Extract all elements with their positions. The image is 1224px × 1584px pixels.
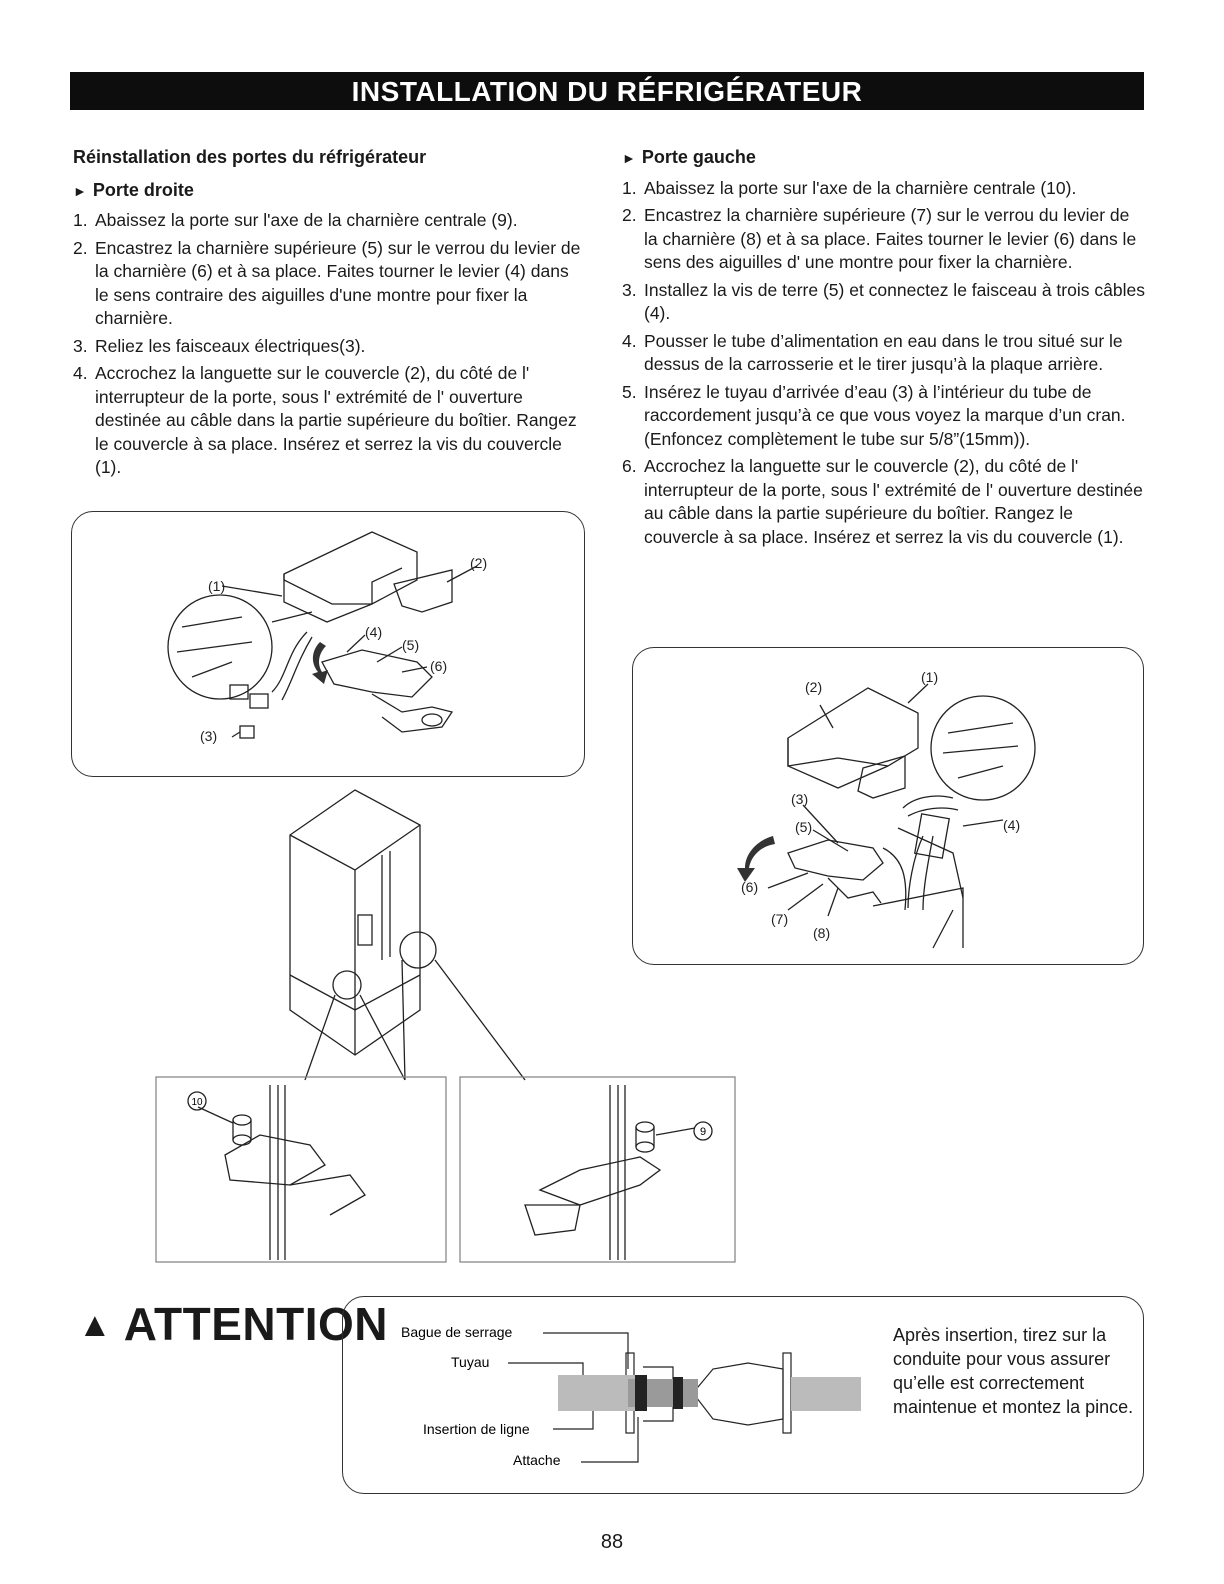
item-number: 3. bbox=[73, 335, 88, 356]
figure-right-door-hinge bbox=[71, 511, 585, 777]
item-text: Pousser le tube d’alimentation en eau dans le trou situé sur le dessus de la carrosserie et le tirer jusqu’à la plaque arrière. bbox=[644, 330, 1123, 374]
list-item bbox=[622, 204, 1146, 275]
list-item bbox=[73, 362, 585, 480]
item-text: Accrochez la languette sur le couvercle (2), du côté de l' interrupteur de la porte, sous l' extrémité de l' ouverture destinée au câble dans la partie supérieure du boîtier. Rangez le couvercle à sa place. Insérez et serrez la vis du couvercle (1). bbox=[644, 456, 1143, 547]
steps-list-left-door bbox=[622, 177, 1146, 550]
hinge-label-10: 10 bbox=[191, 1097, 203, 1108]
item-text: Insérez le tuyau d’arrivée d’eau (3) à l’intérieur du tube de raccordement jusqu’à ce que vous voyez la marque d’un cran. (Enfoncez complètement le tube sur 5/8”(15mm)). bbox=[644, 381, 1126, 449]
label-5: (5) bbox=[795, 819, 813, 835]
hinge-cover-illustration bbox=[72, 512, 584, 776]
warning-triangle-icon: ▲ bbox=[78, 1306, 113, 1344]
right-column bbox=[622, 146, 1146, 553]
item-number: 1. bbox=[73, 210, 88, 230]
item-text: Installez la vis de terre (5) et connectez le faisceau à trois câbles (4). bbox=[644, 279, 1145, 323]
label-6: (6) bbox=[430, 658, 448, 674]
pipe-fitting-diagram bbox=[343, 1297, 883, 1493]
refrigerator-hinge-diagram bbox=[150, 785, 750, 1265]
subsection-title-text: Porte droite bbox=[92, 179, 194, 200]
item-text: Encastrez la charnière supérieure (5) sur le verrou du levier de la charnière (6) et à sa place. Faites tourner le levier (4) dans le sens contraire des aiguilles d'une montre pour fixer la charnière. bbox=[95, 237, 581, 328]
label-bague-de-serrage: Bague de serrage bbox=[401, 1324, 513, 1340]
item-number: 1. bbox=[622, 177, 637, 198]
label-1: (1) bbox=[208, 578, 226, 594]
label-attache: Attache bbox=[513, 1452, 561, 1468]
list-item bbox=[622, 330, 1146, 377]
item-text: Encastrez la charnière supérieure (7) sur le verrou du levier de la charnière (8) et à sa place. Faites tourner le levier (6) dans le sens des aiguilles d' une montre pour fixer la charnière. bbox=[644, 205, 1137, 272]
list-item bbox=[622, 279, 1146, 326]
label-1: (1) bbox=[921, 669, 939, 685]
list-item bbox=[73, 209, 585, 233]
left-column bbox=[73, 146, 585, 484]
page-number: 88 bbox=[600, 1531, 624, 1553]
subsection-title-right-door bbox=[73, 179, 585, 204]
triangle-bullet-icon: ► bbox=[73, 182, 87, 199]
attention-text: Après insertion, tirez sur la conduite pour vous assurer qu’elle est correctement maintenue et montez la pince. bbox=[893, 1325, 1134, 1417]
item-text: Abaissez la porte sur l'axe de la charnière centrale (9). bbox=[95, 210, 518, 230]
item-number: 2. bbox=[622, 205, 637, 225]
label-4: (4) bbox=[1003, 817, 1021, 833]
list-item bbox=[622, 381, 1146, 452]
item-text: Accrochez la languette sur le couvercle (2), du côté de l' interrupteur de la porte, sous l' extrémité de l' ouverture destinée au câble dans la partie supérieure du boîtier. Rangez le couvercle à sa place. Insérez et serrez la vis du couvercle (1). bbox=[95, 363, 577, 477]
attention-title: ATTENTION bbox=[123, 1298, 389, 1350]
item-number: 5. bbox=[622, 381, 637, 402]
label-2: (2) bbox=[805, 679, 823, 695]
item-number: 2. bbox=[73, 237, 88, 258]
label-3: (3) bbox=[791, 791, 809, 807]
label-7: (7) bbox=[771, 911, 789, 927]
label-tuyau: Tuyau bbox=[451, 1354, 490, 1370]
item-number: 6. bbox=[622, 456, 637, 476]
section-title: Réinstallation des portes du réfrigérateur bbox=[73, 147, 427, 167]
item-number: 3. bbox=[622, 279, 637, 300]
subsection-title-text: Porte gauche bbox=[641, 147, 756, 167]
item-number: 4. bbox=[622, 330, 637, 351]
list-item bbox=[622, 177, 1146, 201]
triangle-bullet-icon: ► bbox=[622, 150, 636, 166]
label-insertion-de-ligne: Insertion de ligne bbox=[423, 1421, 530, 1437]
list-item bbox=[622, 455, 1146, 549]
list-item bbox=[73, 237, 585, 331]
label-6: (6) bbox=[741, 879, 759, 895]
page-title: INSTALLATION DU RÉFRIGÉRATEUR bbox=[70, 72, 1144, 110]
item-number: 4. bbox=[73, 363, 88, 383]
steps-list-right-door bbox=[73, 209, 585, 480]
label-4: (4) bbox=[365, 624, 383, 640]
label-5: (5) bbox=[402, 637, 420, 653]
label-3: (3) bbox=[200, 728, 218, 744]
subsection-title-left-door bbox=[622, 146, 1146, 171]
list-item bbox=[73, 335, 585, 359]
item-text: Abaissez la porte sur l'axe de la charnière centrale (10). bbox=[644, 177, 1077, 198]
hinge-label-9: 9 bbox=[699, 1126, 707, 1138]
label-2: (2) bbox=[470, 555, 488, 571]
item-text: Reliez les faisceaux électriques(3). bbox=[95, 335, 366, 356]
label-8: (8) bbox=[813, 925, 831, 941]
